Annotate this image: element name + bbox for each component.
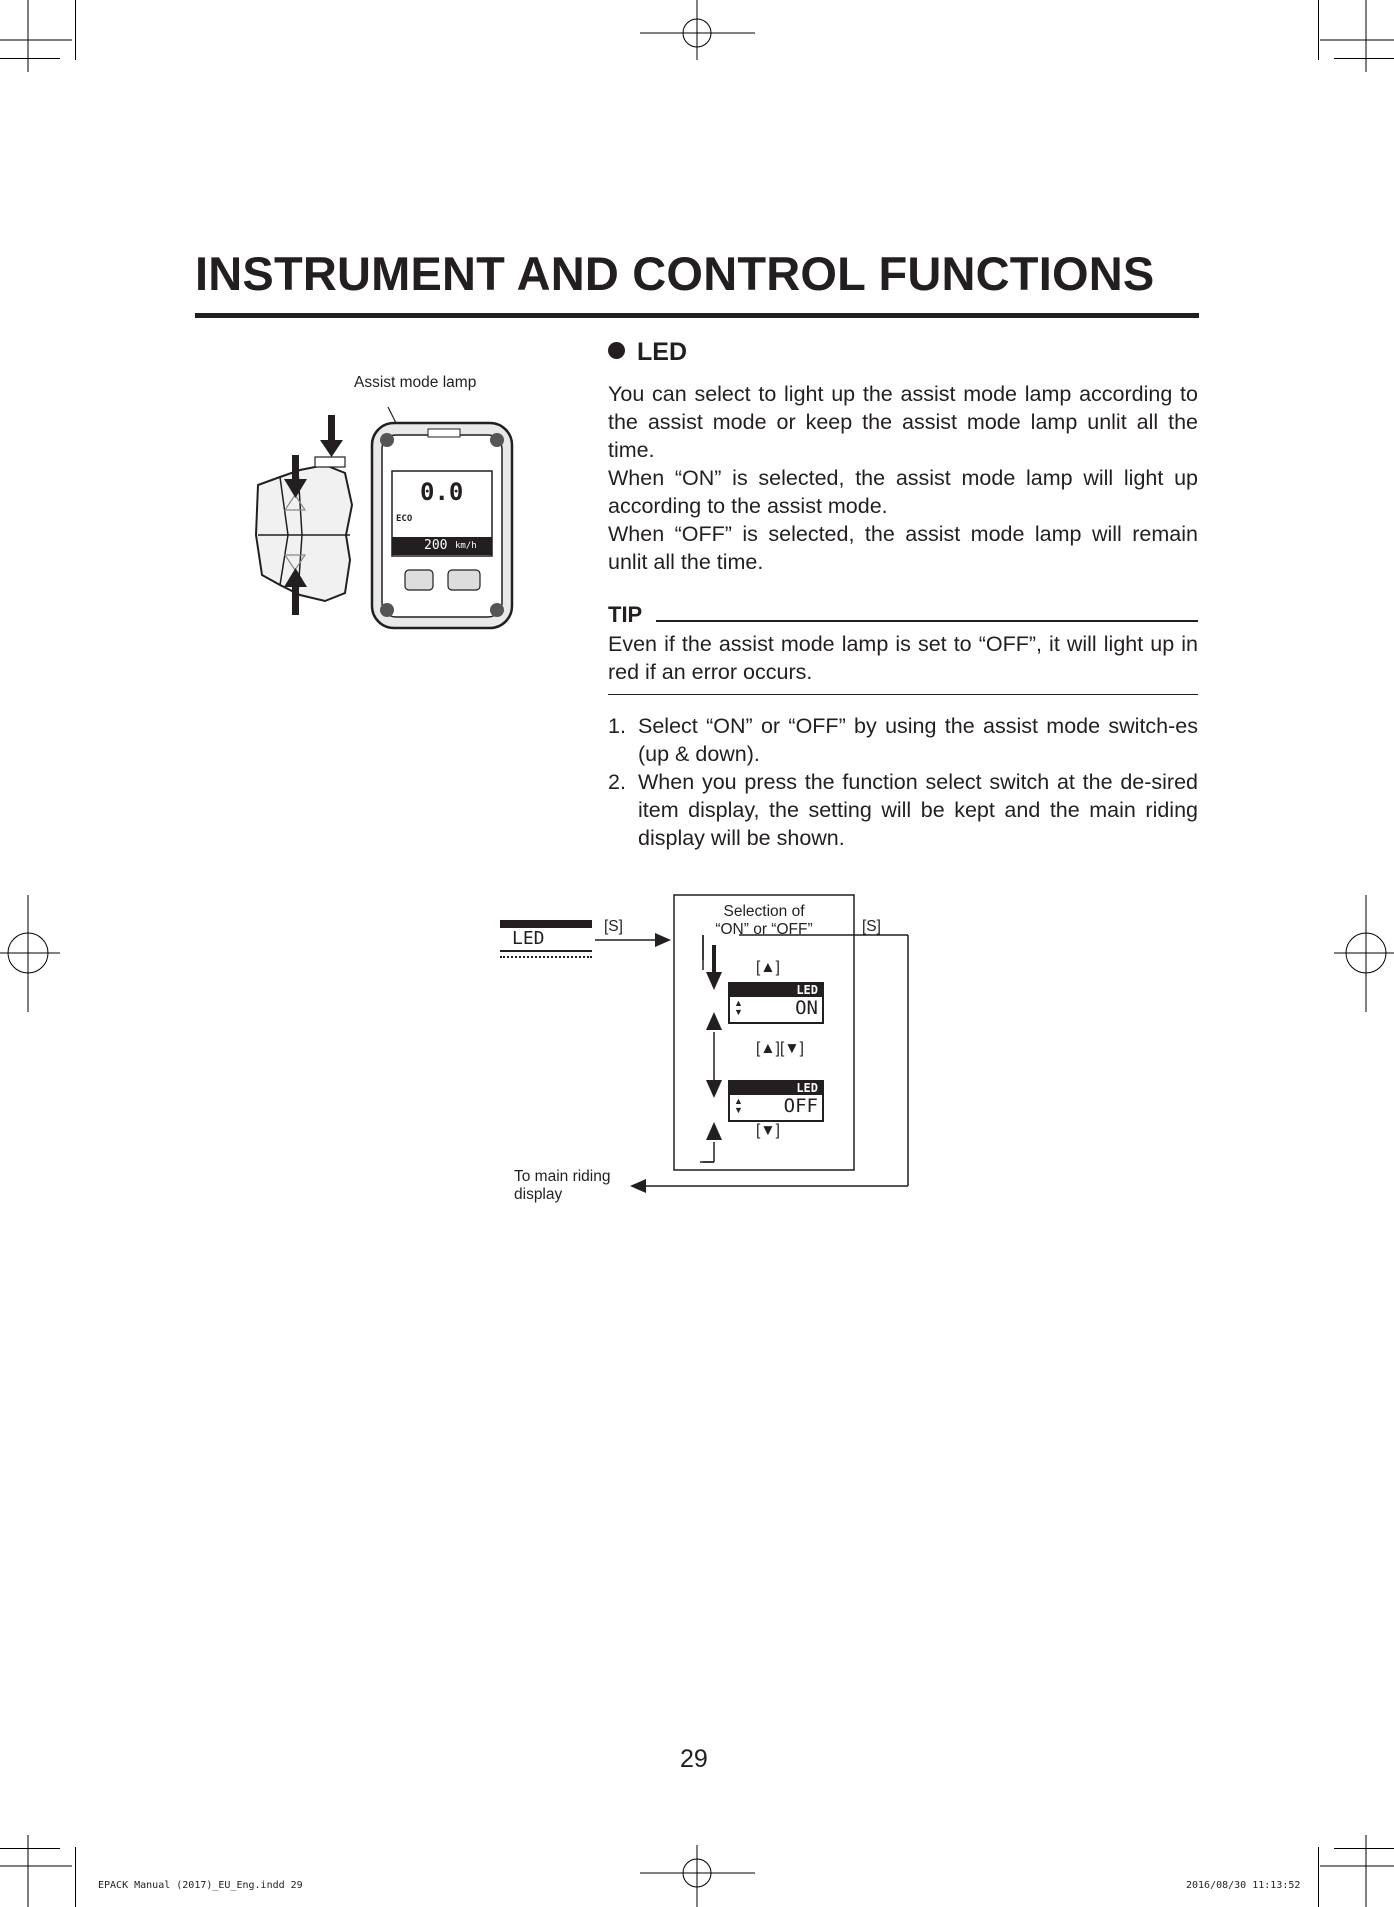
device-mode: ECO [396, 514, 413, 524]
tip-text: Even if the assist mode lamp is set to “OFF”, it will light up in red if an error occurs. [608, 632, 1198, 684]
down-button-label: [▼] [756, 1122, 780, 1139]
s-label-right: [S] [862, 918, 881, 935]
device-illustration [250, 395, 540, 635]
tip-label: TIP [608, 602, 643, 627]
paragraph: When “OFF” is selected, the assist mode lamp will remain unlit all the time. [608, 522, 1198, 574]
device-speed: 0.0 [420, 478, 464, 506]
footer-file: EPACK Manual (2017)_EU_Eng.indd 29 [98, 1880, 303, 1891]
up-down-arrows-icon: ▲ ▼ [734, 1096, 743, 1115]
up-button-label: [▲] [756, 959, 780, 976]
device-range: 200 [424, 538, 448, 553]
section-heading: LED [608, 338, 687, 367]
list-item: 2. When you press the function select switch at the de-sired item display, the setting will be kept and the main riding display will be shown. [608, 770, 1198, 850]
up-down-button-label: [▲][▼] [756, 1040, 804, 1057]
assist-switch-unit [256, 457, 352, 601]
return-caption: To main riding display [514, 1168, 611, 1203]
device-unit: km/h [455, 541, 477, 551]
lcd-off-display: LED ▲ ▼ OFF [728, 1080, 824, 1122]
steps-list [608, 712, 1198, 852]
title-rule [195, 313, 1199, 318]
bullet-icon [608, 342, 625, 359]
list-item: 1. Select “ON” or “OFF” by using the assist mode switch-es (up & down). [608, 714, 1198, 766]
footer-date: 2016/08/30 11:13:52 [1186, 1880, 1301, 1891]
tip-rule [656, 620, 1198, 622]
tip-divider [608, 694, 1198, 695]
page-title: INSTRUMENT AND CONTROL FUNCTIONS [195, 247, 1155, 300]
menu-item-display: LED [500, 920, 592, 958]
assist-mode-lamp-callout: Assist mode lamp [354, 374, 477, 391]
lcd-on-display: LED ▲ ▼ ON [728, 982, 824, 1024]
display-unit [372, 423, 512, 628]
selection-caption: Selection of “ON” or “OFF” [715, 903, 813, 938]
paragraph: When “ON” is selected, the assist mode lamp will light up according to the assist mode. [608, 466, 1198, 518]
up-down-arrows-icon: ▲ ▼ [734, 998, 743, 1017]
page-number: 29 [680, 1745, 708, 1773]
paragraph: You can select to light up the assist mode lamp according to the assist mode or keep the assist mode lamp unlit all the time. [608, 382, 1198, 462]
s-label-left: [S] [604, 918, 623, 935]
